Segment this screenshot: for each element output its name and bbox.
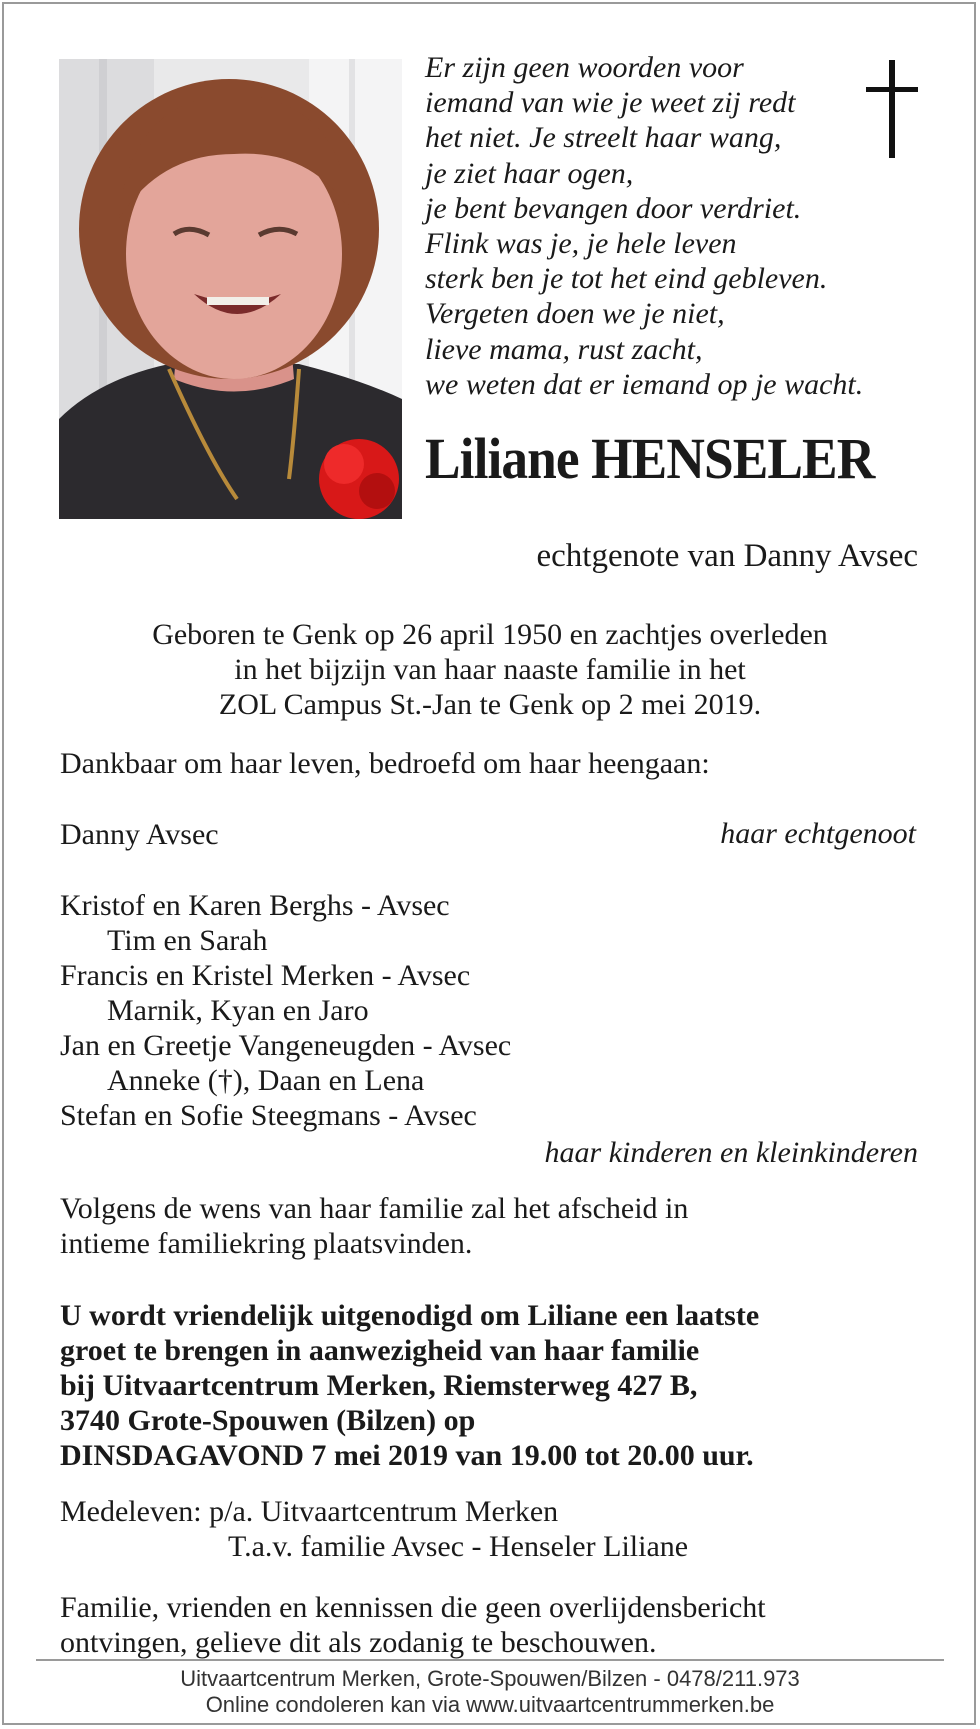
invitation-line: bij Uitvaartcentrum Merken, Riemsterweg 427 B,: [60, 1369, 698, 1402]
poem-line: het niet. Je streelt haar wang,: [425, 121, 782, 155]
notice-line: ontvingen, gelieve dit als zodanig te beschouwen.: [60, 1626, 657, 1659]
invitation-line: DINSDAGAVOND 7 mei 2019 van 19.00 tot 20.00 uur.: [60, 1439, 754, 1472]
farewell-line: intieme familiekring plaatsvinden.: [60, 1227, 473, 1260]
invitation-line: groet te brengen in aanwezigheid van haar familie: [60, 1334, 700, 1367]
footer-line: Uitvaartcentrum Merken, Grote-Spouwen/Bilzen - 0478/211.973: [180, 1666, 800, 1691]
family-list: [60, 888, 511, 1133]
footer-divider: [36, 1659, 944, 1661]
grandchildren: Anneke (†), Daan en Lena: [107, 1064, 425, 1097]
farewell-text: [60, 1191, 688, 1261]
poem: [425, 50, 905, 402]
grandchildren: Marnik, Kyan en Jaro: [107, 994, 369, 1027]
notice-line: Familie, vrienden en kennissen die geen overlijdensbericht: [60, 1591, 766, 1624]
birth-death-line: Geboren te Genk op 26 april 1950 en zachtjes overleden: [152, 618, 828, 651]
condolence-line: T.a.v. familie Avsec - Henseler Liliane: [228, 1530, 689, 1563]
poem-line: Flink was je, je hele leven: [425, 227, 737, 261]
family-member: Kristof en Karen Berghs - Avsec: [60, 889, 450, 922]
invitation-line: U wordt vriendelijk uitgenodigd om Liliane een laatste: [60, 1299, 760, 1332]
family-member: Francis en Kristel Merken - Avsec: [60, 959, 471, 992]
poem-line: sterk ben je tot het eind gebleven.: [425, 262, 828, 296]
notice-text: [60, 1590, 766, 1660]
farewell-line: Volgens de wens van haar familie zal het afscheid in: [60, 1192, 689, 1225]
husband-relation: haar echtgenoot: [720, 817, 916, 850]
cross-icon: [862, 60, 922, 165]
invitation-line: 3740 Grote-Spouwen (Bilzen) op: [60, 1404, 476, 1437]
portrait-photo: [59, 59, 402, 519]
grandchildren: Tim en Sarah: [107, 924, 268, 957]
family-member: Stefan en Sofie Steegmans - Avsec: [60, 1099, 477, 1132]
birth-death-text: [0, 617, 980, 722]
husband-name: Danny Avsec: [60, 818, 219, 851]
footer: [0, 1666, 980, 1718]
poem-line: we weten dat er iemand op je wacht.: [425, 367, 864, 401]
poem-line: lieve mama, rust zacht,: [425, 332, 703, 366]
birth-death-line: in het bijzijn van haar naaste familie in het: [234, 653, 746, 686]
family-relation: haar kinderen en kleinkinderen: [544, 1136, 918, 1169]
poem-line: je bent bevangen door verdriet.: [425, 191, 802, 225]
condolence-text: [60, 1494, 688, 1564]
condolence-line: Medeleven: p/a. Uitvaartcentrum Merken: [60, 1495, 559, 1528]
poem-line: iemand van wie je weet zij redt: [425, 86, 796, 120]
footer-website: Online condoleren kan via www.uitvaartcentrummerken.be: [205, 1692, 775, 1717]
family-member: Jan en Greetje Vangeneugden - Avsec: [60, 1029, 512, 1062]
birth-death-line: ZOL Campus St.-Jan te Genk op 2 mei 2019.: [218, 688, 762, 721]
deceased-name: Liliane HENSELER: [425, 426, 875, 491]
grateful-line: Dankbaar om haar leven, bedroefd om haar heengaan:: [60, 747, 710, 780]
poem-line: Er zijn geen woorden voor: [425, 51, 744, 84]
poem-line: je ziet haar ogen,: [425, 156, 634, 190]
poem-line: Vergeten doen we je niet,: [425, 297, 725, 331]
spouse-line: echtgenote van Danny Avsec: [536, 538, 918, 574]
invitation-text: [60, 1298, 759, 1473]
